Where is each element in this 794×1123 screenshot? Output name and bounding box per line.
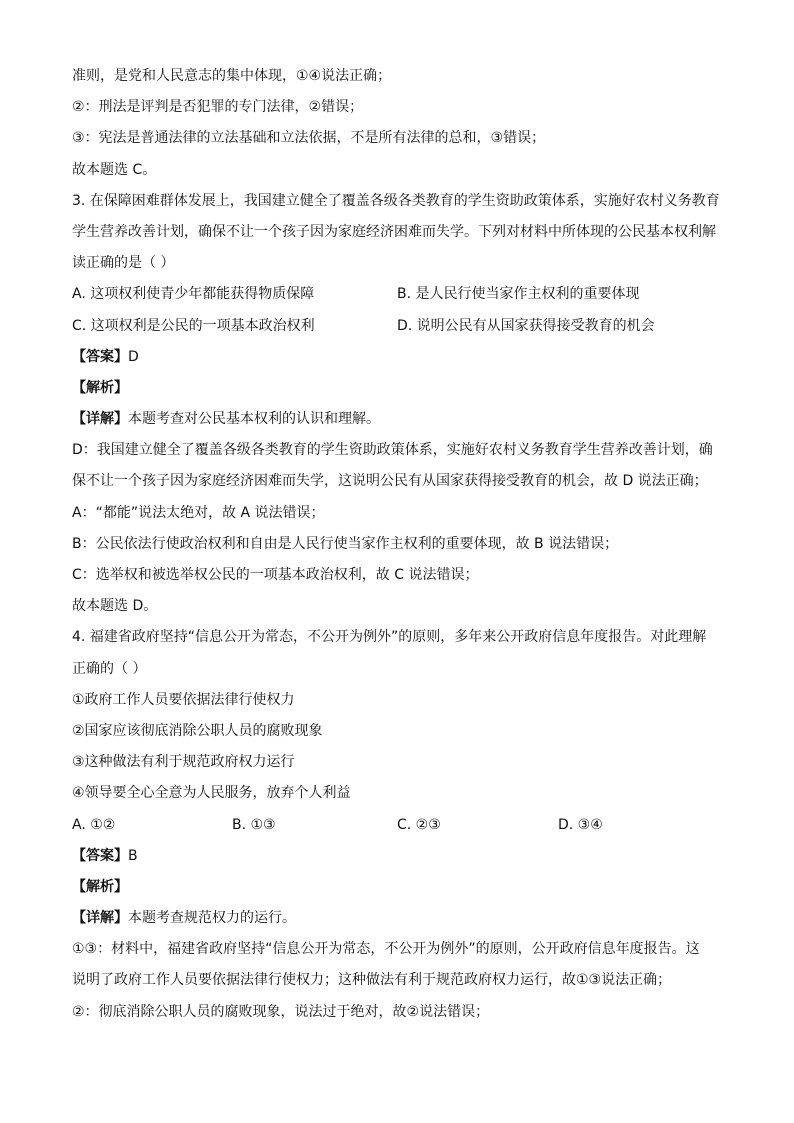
analysis-tag: 【解析】 — [72, 878, 128, 895]
text-line: ②：刑法是评判是否犯罪的专门法律，②错误； — [72, 99, 364, 116]
question-item: ①政府工作人员要依据法律行使权力 — [72, 691, 295, 708]
analysis-tag: 【解析】 — [72, 379, 128, 396]
detail-text-line: A：“都能”说法太绝对，故 A 说法错误； — [72, 504, 325, 521]
detail-text-line: 故本题选 D。 — [72, 598, 158, 615]
detail-intro: 本题考查对公民基本权利的认识和理解。 — [128, 411, 380, 428]
question-stem-line: 读正确的是（ ） — [72, 255, 175, 272]
question-stem-line: 学生营养改善计划，确保不让一个孩子因为家庭经济困难而失学。下列对材料中所体现的公民基本权利解 — [72, 223, 716, 240]
question-item: ③这种做法有利于规范政府权力运行 — [72, 754, 295, 771]
answer-value: D — [128, 348, 139, 365]
analysis-line — [72, 873, 732, 904]
answer-line — [72, 842, 732, 873]
detail-text-line: ①③：材料中，福建省政府坚持“信息公开为常态，不公开为例外”的原则，公开政府信息年度报告。这 — [72, 941, 700, 958]
detail-line — [72, 904, 732, 935]
option-b: B. 是人民行使当家作主权利的重要体现 — [397, 286, 640, 303]
answer-value: B — [128, 847, 138, 864]
text-line: 准则，是党和人民意志的集中体现，①④说法正确； — [72, 68, 392, 84]
detail-text-line: D：我国建立健全了覆盖各级各类教育的学生资助政策体系，实施好农村义务教育学生营养改善计划，确 — [72, 442, 713, 459]
analysis-line — [72, 374, 732, 405]
question-stem-line: 4. 福建省政府坚持“信息公开为常态，不公开为例外”的原则，多年来公开政府信息年度报告。对此理解 — [72, 629, 707, 646]
option-d: D. ③④ — [558, 816, 603, 833]
answer-line — [72, 343, 732, 374]
question-stem-line: 正确的（ ） — [72, 660, 147, 677]
document-page — [72, 62, 732, 1029]
question-item: ④领导要全心全意为人民服务，放弃个人利益 — [72, 785, 351, 802]
option-c: C. ②③ — [397, 816, 441, 833]
detail-tag: 【详解】 — [72, 910, 128, 927]
answer-tag: 【答案】 — [72, 348, 128, 365]
detail-text-line: B：公民依法行使政治权利和自由是人民行使当家作主权利的重要体现，故 B 说法错误； — [72, 535, 619, 552]
text-line: 故本题选 C。 — [72, 161, 157, 178]
detail-text-line: C：选举权和被选举权公民的一项基本政治权利，故 C 说法错误； — [72, 567, 479, 583]
detail-line — [72, 405, 732, 436]
option-b: B. ①③ — [232, 816, 276, 833]
detail-tag: 【详解】 — [72, 411, 128, 428]
text-line: ③：宪法是普通法律的立法基础和立法依据，不是所有法律的总和，③错误； — [72, 130, 546, 147]
detail-text-line: 保不让一个孩子因为家庭经济困难而失学，这说明公民有从国家获得接受教育的机会，故 D 说法正确； — [72, 473, 708, 490]
option-d: D. 说明公民有从国家获得接受教育的机会 — [397, 317, 655, 334]
option-row — [72, 312, 732, 343]
detail-intro: 本题考查规范权力的运行。 — [128, 910, 296, 927]
option-row — [72, 811, 732, 842]
detail-text-line: ②：彻底消除公职人员的腐败现象，说法过于绝对，故②说法错误； — [72, 1003, 490, 1020]
question-item: ②国家应该彻底消除公职人员的腐败现象 — [72, 722, 323, 739]
option-a: A. ①② — [72, 816, 116, 833]
detail-text-line: 说明了政府工作人员要依据法律行使权力；这种做法有利于规范政府权力运行，故①③说法正确； — [72, 972, 672, 989]
option-a: A. 这项权利使青少年都能获得物质保障 — [72, 286, 315, 303]
answer-tag: 【答案】 — [72, 847, 128, 864]
question-stem-line: 3. 在保障困难群体发展上，我国建立健全了覆盖各级各类教育的学生资助政策体系，实施好农村义务教育 — [72, 192, 720, 209]
option-row — [72, 280, 732, 311]
option-c: C. 这项权利是公民的一项基本政治权利 — [72, 317, 315, 334]
